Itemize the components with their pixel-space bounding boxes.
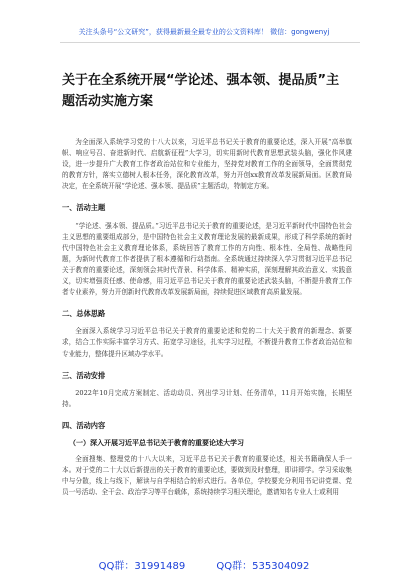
section-paragraph: 2022年10月完成方案制定、活动动员、列出学习计划、任务清单，11月开始实施，长期坚持。 (62, 388, 352, 408)
section-paragraph: 全面搜集、整理党的十八大以来，习近平总书记关于教育的重要论述，相关书籍确保人手一本。对于党的二十大以后新提出的关于教育的重要论述，要做到及时整理，即讲即学。学习采取集中与分散，线上与线下，解读与自学相结合的形式进行。各单位，学校要充分利用书记讲党课、党员一号活动、全干会、政治学习等平台载体，系统持续学习相关理论，邀请知名专业人士或利用 (62, 455, 352, 497)
document-title: 关于在全系统开展“学论述、强本领、提品质”主题活动实施方案 (62, 73, 340, 109)
header-divider (60, 42, 360, 43)
qq-group-1: QQ群：31991489 (98, 561, 186, 572)
footer-contact (0, 557, 408, 572)
header-banner: 关注头条号“公文研究”，获得最新最全最专业的公文资料库！ 微信：gongwenyj (78, 28, 330, 36)
section-heading: 三、活动安排 (62, 370, 106, 380)
qq-group-2: QQ群：535304092 (216, 561, 310, 572)
document-body (62, 137, 352, 498)
intro-paragraph: 为全面深入系统学习党的十八大以来，习近平总书记关于教育的重要论述，深入开展“高举旗帜、响应号召、奋进新时代、启航新征程”大学习，切实用新时代教育思想武装头脑，强化作风建设，进一步提升广大教育工作者政治站位和专业能力，坚持党对教育工作的全面领导，全面贯彻党的教育方针，落实立德树人根本任务，深化教育改革，努力开创xx教育改革发展新局面。区教育局决定，在全系统开展“学论述、强本领、提品质”主题活动，特制定方案。 (62, 138, 352, 191)
section-heading: 四、活动内容 (62, 420, 106, 430)
section-heading: 二、总体思路 (62, 309, 106, 319)
section-heading: 一、活动主题 (62, 203, 106, 213)
section-paragraph: 全面深入系统学习习近平总书记关于教育的重要论述和党的二十大关于教育的新理念、新要求，结合工作实际丰富学习方式、拓宽学习途径，扎实学习过程，不断提升教育工作者政治站位和专业能力，整体提升区域办学水平。 (62, 327, 352, 358)
section-paragraph: “学论述、强本领、提品质。”习近平总书记关于教育的重要论述，是习近平新时代中国特色社会主义思想的重要组成部分，是中国特色社会主义教育理论发展的最新成果，形成了科学系统的新时代中国特色社会主义教育理论体系，系统回答了教育工作的方向性、根本性、全局性、战略性问题，为新时代教育工作者提供了根本遵循和行动指南。全系统通过持续深入学习贯彻习近平总书记关于教育的重要论述，深刻领会其时代背景、科学体系、精神实质，深刻理解其政治意义、实践意义，切实增强责任感、使命感，用习近平总书记关于教育的重要论述武装头脑，不断提升教育工作者专业素养，努力开创新时代教育改革发展新局面，持续促进区域教育高质量发展。 (62, 221, 352, 297)
subsection-heading: （一）深入开展习近平总书记关于教育的重要论述大学习 (69, 438, 244, 447)
